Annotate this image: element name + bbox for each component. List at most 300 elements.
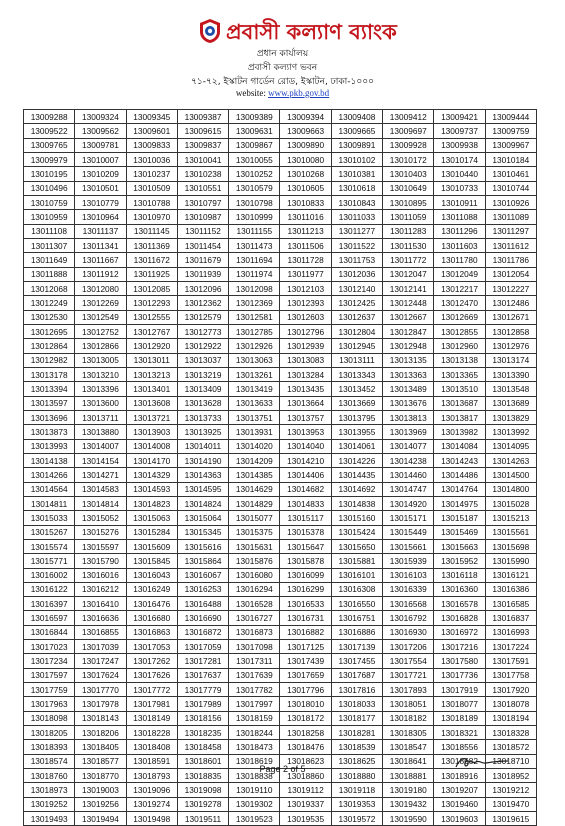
office-building: প্রবাসী কল্যাণ ভবন — [247, 63, 318, 73]
roll-number-cell: 13013219 — [177, 367, 228, 381]
roll-number-cell: 13016253 — [177, 582, 228, 596]
table-row — [24, 382, 537, 396]
roll-number-cell: 13013011 — [126, 353, 177, 367]
roll-number-cell: 13014833 — [280, 496, 331, 510]
roll-number-cell: 13018623 — [280, 754, 331, 768]
roll-number-cell: 13018172 — [280, 711, 331, 725]
roll-number-cell: 13017281 — [177, 654, 228, 668]
roll-number-cell: 13018149 — [126, 711, 177, 725]
letterhead — [0, 8, 565, 110]
roll-number-cell: 13012667 — [383, 310, 434, 324]
table-row — [24, 296, 537, 310]
roll-number-cell: 13015052 — [75, 511, 126, 525]
roll-number-cell: 13016339 — [383, 582, 434, 596]
table-row — [24, 640, 537, 654]
table-row — [24, 668, 537, 682]
table-row — [24, 654, 537, 668]
roll-number-cell: 13009697 — [383, 124, 434, 138]
roll-number-cell: 13009891 — [331, 138, 382, 152]
roll-number-cell: 13009631 — [229, 124, 280, 138]
roll-number-cell: 13019498 — [126, 812, 177, 826]
roll-number-cell: 13012752 — [75, 324, 126, 338]
roll-number-cell: 13018182 — [383, 711, 434, 725]
roll-number-cell: 13016578 — [434, 597, 485, 611]
roll-number-cell: 13015561 — [485, 525, 536, 539]
roll-number-cell: 13017796 — [280, 683, 331, 697]
roll-number-cell: 13010252 — [229, 167, 280, 181]
roll-number-cell: 13014238 — [383, 453, 434, 467]
table-row — [24, 496, 537, 510]
roll-number-cell: 13014363 — [177, 468, 228, 482]
roll-number-cell: 13014564 — [24, 482, 75, 496]
roll-number-cell: 13018305 — [383, 726, 434, 740]
table-row — [24, 439, 537, 453]
roll-number-cell: 13017637 — [177, 668, 228, 682]
roll-number-cell: 13012448 — [383, 296, 434, 310]
roll-number-cell: 13012486 — [485, 296, 536, 310]
roll-number-cell: 13011088 — [434, 210, 485, 224]
roll-number-cell: 13012036 — [331, 267, 382, 281]
roll-number-cell: 13016680 — [126, 611, 177, 625]
roll-number-cell: 13017893 — [383, 683, 434, 697]
roll-number-cell: 13010895 — [383, 195, 434, 209]
roll-number-cell: 13010041 — [177, 152, 228, 166]
roll-number-cell: 13017224 — [485, 640, 536, 654]
bank-logo-icon — [198, 18, 222, 44]
roll-number-table — [23, 109, 537, 826]
roll-number-cell: 13009781 — [75, 138, 126, 152]
table-row — [24, 482, 537, 496]
roll-number-cell: 13010238 — [177, 167, 228, 181]
table-row — [24, 683, 537, 697]
roll-number-cell: 13010911 — [434, 195, 485, 209]
roll-number-cell: 13012085 — [126, 281, 177, 295]
roll-number-cell: 13017139 — [331, 640, 382, 654]
roll-number-cell: 13011728 — [280, 253, 331, 267]
roll-number-cell: 13010174 — [434, 152, 485, 166]
roll-number-cell: 13012920 — [126, 339, 177, 353]
roll-number-cell: 13019003 — [75, 783, 126, 797]
roll-number-cell: 13015160 — [331, 511, 382, 525]
roll-number-cell: 13013829 — [485, 410, 536, 424]
roll-number-cell: 13012922 — [177, 339, 228, 353]
table-row — [24, 711, 537, 725]
roll-number-cell: 13011974 — [229, 267, 280, 281]
roll-number-cell: 13014011 — [177, 439, 228, 453]
roll-number-cell: 13013608 — [126, 396, 177, 410]
table-row — [24, 224, 537, 238]
roll-number-cell: 13009979 — [24, 152, 75, 166]
roll-number-cell: 13017997 — [229, 697, 280, 711]
roll-number-cell: 13013174 — [485, 353, 536, 367]
roll-number-cell: 13019615 — [485, 812, 536, 826]
roll-number-cell: 13013261 — [229, 367, 280, 381]
table-row — [24, 210, 537, 224]
roll-number-cell: 13015064 — [177, 511, 228, 525]
roll-number-cell: 13014190 — [177, 453, 228, 467]
roll-number-cell: 13012945 — [331, 339, 382, 353]
roll-number-cell: 13012549 — [75, 310, 126, 324]
roll-number-cell: 13012976 — [485, 339, 536, 353]
roll-number-cell: 13012864 — [24, 339, 75, 353]
roll-number-cell: 13015063 — [126, 511, 177, 525]
roll-number-cell: 13017439 — [280, 654, 331, 668]
roll-number-cell: 13015449 — [383, 525, 434, 539]
roll-number-cell: 13012470 — [434, 296, 485, 310]
roll-number-cell: 13019302 — [229, 797, 280, 811]
roll-number-cell: 13014460 — [383, 468, 434, 482]
roll-number-cell: 13013548 — [485, 382, 536, 396]
roll-number-cell: 13011786 — [485, 253, 536, 267]
roll-number-cell: 13016212 — [75, 582, 126, 596]
roll-number-cell: 13016528 — [229, 597, 280, 611]
roll-number-cell: 13019096 — [126, 783, 177, 797]
roll-number-cell: 13010579 — [229, 181, 280, 195]
roll-number-cell: 13012796 — [280, 324, 331, 338]
roll-number-cell: 13018577 — [75, 754, 126, 768]
roll-number-cell: 13017206 — [383, 640, 434, 654]
roll-number-cell: 13009833 — [126, 138, 177, 152]
roll-number-cell: 13016099 — [280, 568, 331, 582]
roll-number-cell: 13018051 — [383, 697, 434, 711]
roll-number-cell: 13019535 — [280, 812, 331, 826]
roll-number-cell: 13018033 — [331, 697, 382, 711]
roll-number-cell: 13017039 — [75, 640, 126, 654]
roll-number-cell: 13014682 — [280, 482, 331, 496]
roll-number-cell: 13018321 — [434, 726, 485, 740]
roll-number-cell: 13019590 — [383, 812, 434, 826]
roll-number-cell: 13010926 — [485, 195, 536, 209]
table-row — [24, 267, 537, 281]
roll-number-cell: 13017216 — [434, 640, 485, 654]
roll-number-cell: 13012579 — [177, 310, 228, 324]
roll-number-cell: 13013435 — [280, 382, 331, 396]
roll-number-cell: 13019278 — [177, 797, 228, 811]
bank-name: প্রবাসী কল্যাণ ব্যাংক — [226, 20, 397, 44]
roll-number-cell: 13017262 — [126, 654, 177, 668]
roll-number-cell: 13015171 — [383, 511, 434, 525]
roll-number-cell: 13017721 — [383, 668, 434, 682]
table-row — [24, 310, 537, 324]
roll-number-cell: 13015378 — [280, 525, 331, 539]
roll-number-cell: 13018258 — [280, 726, 331, 740]
roll-number-cell: 13015990 — [485, 554, 536, 568]
roll-number-cell: 13018228 — [126, 726, 177, 740]
roll-number-cell: 13015267 — [24, 525, 75, 539]
table-row — [24, 812, 537, 826]
roll-number-cell: 13011925 — [126, 267, 177, 281]
roll-number-cell: 13018547 — [383, 740, 434, 754]
roll-number-cell: 13010195 — [24, 167, 75, 181]
roll-number-cell: 13016043 — [126, 568, 177, 582]
roll-number-cell: 13013401 — [126, 382, 177, 396]
roll-number-cell: 13018770 — [75, 769, 126, 783]
table-row — [24, 625, 537, 639]
roll-number-cell: 13018838 — [229, 769, 280, 783]
table-row — [24, 367, 537, 381]
roll-number-cell: 13013813 — [383, 410, 434, 424]
roll-number-cell: 13018328 — [485, 726, 536, 740]
roll-number-cell: 13011059 — [383, 210, 434, 224]
roll-number-cell: 13017687 — [331, 668, 382, 682]
roll-number-cell: 13017816 — [331, 683, 382, 697]
roll-number-cell: 13012227 — [485, 281, 536, 295]
roll-number-cell: 13015647 — [280, 539, 331, 553]
roll-number-cell: 13014263 — [485, 453, 536, 467]
roll-number-cell: 13015845 — [126, 554, 177, 568]
roll-number-cell: 13013365 — [434, 367, 485, 381]
roll-number-cell: 13016103 — [383, 568, 434, 582]
roll-number-cell: 13014800 — [485, 482, 536, 496]
roll-number-cell: 13013687 — [434, 396, 485, 410]
roll-number-cell: 13016002 — [24, 568, 75, 582]
roll-number-cell: 13017772 — [126, 683, 177, 697]
roll-number-cell: 13016410 — [75, 597, 126, 611]
roll-number-cell: 13010970 — [126, 210, 177, 224]
roll-number-cell: 13012948 — [383, 339, 434, 353]
roll-number-cell: 13017125 — [280, 640, 331, 654]
roll-number-cell: 13014583 — [75, 482, 126, 496]
roll-number-cell: 13014823 — [126, 496, 177, 510]
roll-number-cell: 13014764 — [434, 482, 485, 496]
roll-number-cell: 13012096 — [177, 281, 228, 295]
roll-number-cell: 13014077 — [383, 439, 434, 453]
roll-number-cell: 13010798 — [229, 195, 280, 209]
roll-number-cell: 13010788 — [126, 195, 177, 209]
website-link[interactable]: www.pkb.gov.bd — [268, 88, 330, 98]
roll-number-cell: 13011672 — [126, 253, 177, 267]
roll-number-cell: 13015616 — [177, 539, 228, 553]
roll-number-cell: 13010605 — [280, 181, 331, 195]
roll-number-cell: 13015345 — [177, 525, 228, 539]
roll-number-cell: 13014007 — [75, 439, 126, 453]
roll-number-cell: 13012855 — [434, 324, 485, 338]
roll-number-cell: 13014975 — [434, 496, 485, 510]
roll-number-cell: 13017920 — [485, 683, 536, 697]
roll-number-cell: 13014008 — [126, 439, 177, 453]
roll-number-cell: 13010055 — [229, 152, 280, 166]
roll-number-cell: 13014084 — [434, 439, 485, 453]
roll-number-cell: 13014154 — [75, 453, 126, 467]
roll-number-cell: 13014271 — [75, 468, 126, 482]
roll-number-cell: 13014829 — [229, 496, 280, 510]
roll-number-cell: 13017624 — [75, 668, 126, 682]
roll-number-cell: 13012773 — [177, 324, 228, 338]
table-row — [24, 110, 537, 124]
roll-number-cell: 13014170 — [126, 453, 177, 467]
table-row — [24, 468, 537, 482]
roll-number-cell: 13010403 — [383, 167, 434, 181]
roll-number-cell: 13012293 — [126, 296, 177, 310]
roll-number-cell: 13011277 — [331, 224, 382, 238]
roll-number-cell: 13011888 — [24, 267, 75, 281]
roll-number-cell: 13016636 — [75, 611, 126, 625]
roll-number-cell: 13016882 — [280, 625, 331, 639]
roll-number-cell: 13014595 — [177, 482, 228, 496]
roll-number-cell: 13012866 — [75, 339, 126, 353]
roll-number-cell: 13010744 — [485, 181, 536, 195]
roll-number-cell: 13010649 — [383, 181, 434, 195]
roll-number-cell: 13013795 — [331, 410, 382, 424]
roll-number-cell: 13011939 — [177, 267, 228, 281]
roll-number-cell: 13017770 — [75, 683, 126, 697]
table-row — [24, 167, 537, 181]
roll-number-cell: 13010080 — [280, 152, 331, 166]
table-row — [24, 410, 537, 424]
roll-number-cell: 13019603 — [434, 812, 485, 826]
roll-number-cell: 13016080 — [229, 568, 280, 582]
roll-number-cell: 13014095 — [485, 439, 536, 453]
roll-number-cell: 13011108 — [24, 224, 75, 238]
roll-number-cell: 13014824 — [177, 496, 228, 510]
roll-number-cell: 13019212 — [485, 783, 536, 797]
roll-number-cell: 13013733 — [177, 410, 228, 424]
roll-number-cell: 13016751 — [331, 611, 382, 625]
roll-number-cell: 13016476 — [126, 597, 177, 611]
roll-number-cell: 13014020 — [229, 439, 280, 453]
roll-number-cell: 13013135 — [383, 353, 434, 367]
roll-number-cell: 13018556 — [434, 740, 485, 754]
roll-number-cell: 13017919 — [434, 683, 485, 697]
roll-number-cell: 13013343 — [331, 367, 382, 381]
roll-number-cell: 13017981 — [126, 697, 177, 711]
roll-number-cell: 13014385 — [229, 468, 280, 482]
roll-number-cell: 13012858 — [485, 324, 536, 338]
roll-number-cell: 13009663 — [280, 124, 331, 138]
roll-number-cell: 13018098 — [24, 711, 75, 725]
roll-number-cell: 13011155 — [229, 224, 280, 238]
roll-number-cell: 13016972 — [434, 625, 485, 639]
roll-number-cell: 13012785 — [229, 324, 280, 338]
roll-number-cell: 13018793 — [126, 769, 177, 783]
roll-number-cell: 13015650 — [331, 539, 382, 553]
roll-number-cell: 13012269 — [75, 296, 126, 310]
roll-number-cell: 13018177 — [331, 711, 382, 725]
roll-number-cell: 13016844 — [24, 625, 75, 639]
roll-number-cell: 13013396 — [75, 382, 126, 396]
roll-number-cell: 13009412 — [383, 110, 434, 124]
roll-number-cell: 13010440 — [434, 167, 485, 181]
roll-number-cell: 13013992 — [485, 425, 536, 439]
roll-number-cell: 13017098 — [229, 640, 280, 654]
roll-number-cell: 13012393 — [280, 296, 331, 310]
roll-number-cell: 13017597 — [24, 668, 75, 682]
roll-number-cell: 13012767 — [126, 324, 177, 338]
roll-number-cell: 13019274 — [126, 797, 177, 811]
roll-number-cell: 13017639 — [229, 668, 280, 682]
roll-number-cell: 13015213 — [485, 511, 536, 525]
roll-number-cell: 13010987 — [177, 210, 228, 224]
roll-number-cell: 13018860 — [280, 769, 331, 783]
roll-number-cell: 13010964 — [75, 210, 126, 224]
roll-number-cell: 13012068 — [24, 281, 75, 295]
roll-number-cell: 13015469 — [434, 525, 485, 539]
roll-number-cell: 13010618 — [331, 181, 382, 195]
roll-number-cell: 13009345 — [126, 110, 177, 124]
roll-number-cell: 13009890 — [280, 138, 331, 152]
roll-number-cell: 13019252 — [24, 797, 75, 811]
roll-number-cell: 13014138 — [24, 453, 75, 467]
roll-number-cell: 13018476 — [280, 740, 331, 754]
roll-number-cell: 13019353 — [331, 797, 382, 811]
roll-number-cell: 13009765 — [24, 138, 75, 152]
roll-number-cell: 13019256 — [75, 797, 126, 811]
roll-number-cell: 13018572 — [485, 740, 536, 754]
roll-number-cell: 13012603 — [280, 310, 331, 324]
roll-number-cell: 13015574 — [24, 539, 75, 553]
roll-number-cell: 13017989 — [177, 697, 228, 711]
roll-number-cell: 13019180 — [383, 783, 434, 797]
roll-number-cell: 13013063 — [229, 353, 280, 367]
roll-number-cell: 13012362 — [177, 296, 228, 310]
roll-number-cell: 13012960 — [434, 339, 485, 353]
roll-number-cell: 13014040 — [280, 439, 331, 453]
roll-number-cell: 13011369 — [126, 238, 177, 252]
website-label: website: — [235, 88, 266, 98]
roll-number-cell: 13018078 — [485, 697, 536, 711]
roll-number-cell: 13019207 — [434, 783, 485, 797]
roll-number-cell: 13016118 — [434, 568, 485, 582]
roll-number-cell: 13015187 — [434, 511, 485, 525]
roll-number-cell: 13009387 — [177, 110, 228, 124]
roll-number-cell: 13012555 — [126, 310, 177, 324]
roll-number-cell: 13018235 — [177, 726, 228, 740]
roll-number-cell: 13015864 — [177, 554, 228, 568]
roll-number-cell: 13018710 — [485, 754, 536, 768]
roll-number-cell: 13013969 — [383, 425, 434, 439]
roll-number-cell: 13014209 — [229, 453, 280, 467]
table-row — [24, 726, 537, 740]
roll-number-cell: 13017759 — [24, 683, 75, 697]
roll-number-cell: 13018625 — [331, 754, 382, 768]
roll-number-cell: 13013628 — [177, 396, 228, 410]
roll-number-cell: 13011772 — [383, 253, 434, 267]
roll-number-cell: 13018189 — [434, 711, 485, 725]
roll-number-cell: 13013953 — [280, 425, 331, 439]
roll-number-cell: 13014629 — [229, 482, 280, 496]
roll-number-cell: 13017053 — [126, 640, 177, 654]
roll-number-cell: 13019337 — [280, 797, 331, 811]
roll-number-cell: 13012982 — [24, 353, 75, 367]
roll-number-cell: 13010551 — [177, 181, 228, 195]
roll-number-cell: 13011341 — [75, 238, 126, 252]
roll-number-cell: 13019118 — [331, 783, 382, 797]
roll-number-cell: 13015117 — [280, 511, 331, 525]
roll-number-cell: 13019460 — [434, 797, 485, 811]
table-row — [24, 425, 537, 439]
roll-number-cell: 13012695 — [24, 324, 75, 338]
roll-number-cell: 13010797 — [177, 195, 228, 209]
roll-number-cell: 13014486 — [434, 468, 485, 482]
roll-number-cell: 13013925 — [177, 425, 228, 439]
roll-number-cell: 13013664 — [280, 396, 331, 410]
roll-number-cell: 13013669 — [331, 396, 382, 410]
roll-number-cell: 13014243 — [434, 453, 485, 467]
roll-number-cell: 13018835 — [177, 769, 228, 783]
roll-number-cell: 13016101 — [331, 568, 382, 582]
roll-number-cell: 13010496 — [24, 181, 75, 195]
roll-number-cell: 13012939 — [280, 339, 331, 353]
office-address: ৭১-৭২, ইস্কাটন গার্ডেন রোড, ইস্কাটন, ঢাকা-১০০০ — [191, 77, 374, 87]
roll-number-cell: 13017659 — [280, 668, 331, 682]
table-row — [24, 181, 537, 195]
roll-number-cell: 13014329 — [126, 468, 177, 482]
roll-number-cell: 13012669 — [434, 310, 485, 324]
roll-number-cell: 13015790 — [75, 554, 126, 568]
roll-number-cell: 13013711 — [75, 410, 126, 424]
table-row — [24, 195, 537, 209]
roll-number-cell: 13017023 — [24, 640, 75, 654]
